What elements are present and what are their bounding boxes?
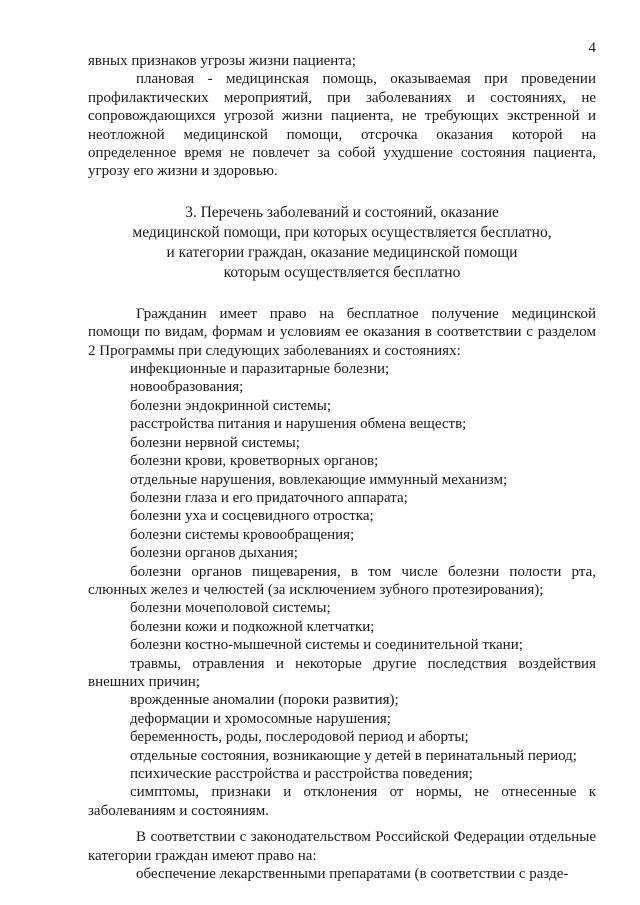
closing-item: обеспечение лекарственными препаратами (в соответствии с разде- — [136, 866, 569, 883]
list-item: болезни нервной системы; — [130, 434, 300, 451]
list-item: болезни органов пищеварения, в том числе болезни полости рта, слюнных желез и челюстей (за исключением зубного протезирования); — [88, 563, 596, 598]
closing-paragraph: В соответствии с законодательством Российской Федерации отдельные категории граждан имеют право на: — [88, 829, 596, 864]
section-heading-line: которым осуществляется бесплатно — [223, 263, 461, 281]
section-heading-line: медицинской помощи, при которых осуществляется бесплатно, — [132, 223, 552, 241]
list-item: болезни системы кровообращения; — [130, 526, 355, 543]
intro-line: явных признаков угрозы жизни пациента; — [88, 53, 356, 69]
list-item: отдельные состояния, возникающие у детей в перинатальный период; — [130, 747, 577, 764]
list-item: болезни кожи и подкожной клетчатки; — [130, 618, 375, 635]
list-item: врожденные аномалии (пороки развития); — [130, 692, 399, 709]
list-item: отдельные нарушения, вовлекающие иммунный механизм; — [130, 471, 508, 488]
list-item: беременность, роды, послеродовой период и аборты; — [130, 729, 469, 746]
planned-care-definition: плановая - медицинская помощь, оказываемая при проведении профилактических мероприятий, при заболеваниях и состояниях, не сопровождающихся угрозой жизни пациента, не требующих экстренной и неотложной медицинской помощи, отсрочка оказания которой на определенное время не повлечет за собой ухудшение состояния пациента, угрозу его жизни и здоровью. — [88, 71, 596, 180]
list-item: психические расстройства и расстройства поведения; — [130, 766, 473, 782]
list-item: травмы, отравления и некоторые другие последствия воздействия внешних причин; — [88, 655, 596, 690]
document-body — [88, 52, 596, 883]
section-heading — [88, 203, 596, 283]
list-item: болезни костно-мышечной системы и соединительной ткани; — [130, 637, 523, 654]
list-item: инфекционные и паразитарные болезни; — [130, 361, 390, 378]
list-item: расстройства питания и нарушения обмена веществ; — [130, 416, 467, 433]
list-item: болезни органов дыхания; — [130, 545, 298, 562]
list-item: болезни уха и сосцевидного отростка; — [130, 508, 374, 525]
page-number: 4 — [588, 40, 596, 56]
lead-paragraph: Гражданин имеет право на бесплатное получение медицинской помощи по видам, формам и условиям ее оказания в соответствии с разделом 2 Программы при следующих заболеваниях и состояниях: — [88, 305, 596, 359]
list-item: симптомы, признаки и отклонения от нормы, не отнесенные к заболеваниям и состояниям. — [88, 784, 596, 819]
list-item: новообразования; — [130, 379, 244, 396]
list-item: деформации и хромосомные нарушения; — [130, 710, 391, 727]
list-item: болезни эндокринной системы; — [130, 397, 332, 414]
list-item: болезни глаза и его придаточного аппарата; — [130, 489, 408, 506]
section-heading-line: и категории граждан, оказание медицинской помощи — [166, 243, 518, 261]
section-heading-line: 3. Перечень заболеваний и состояний, оказание — [185, 203, 499, 221]
list-item: болезни крови, кроветворных органов; — [130, 453, 379, 470]
conditions-list — [88, 360, 596, 820]
list-item: болезни мочеполовой системы; — [130, 600, 331, 617]
